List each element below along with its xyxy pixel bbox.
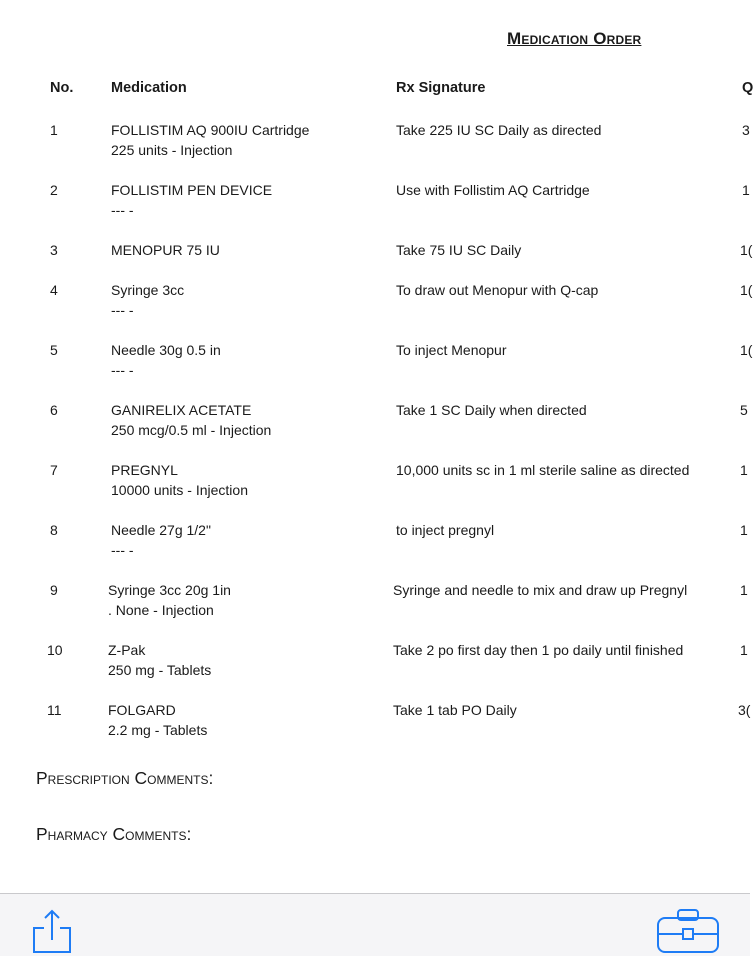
quantity: 3(	[738, 702, 751, 718]
quantity: 1	[740, 522, 748, 538]
quantity: 1(	[740, 242, 753, 258]
header-no: No.	[50, 80, 74, 96]
quantity: 1	[740, 642, 748, 658]
rx-signature: Take 75 IU SC Daily	[396, 242, 522, 258]
row-number: 3	[50, 242, 58, 258]
rx-signature: To inject Menopur	[396, 342, 507, 358]
medication-name: FOLLISTIM PEN DEVICE	[111, 182, 273, 198]
medication-detail: --- -	[111, 362, 134, 378]
row-number: 6	[50, 402, 58, 418]
row-number: 4	[50, 282, 58, 298]
share-icon[interactable]	[30, 908, 74, 959]
medication-detail: --- -	[111, 302, 134, 318]
rx-signature: Take 1 tab PO Daily	[393, 702, 517, 718]
medication-name: Needle 27g 1/2"	[111, 522, 211, 538]
header-medication: Medication	[111, 80, 187, 96]
row-number: 11	[47, 702, 62, 718]
row-number: 9	[50, 582, 58, 598]
document-title: Medication Order	[507, 29, 642, 48]
quantity: 1(	[740, 282, 753, 298]
pharmacy-comments-label: Pharmacy Comments:	[36, 824, 192, 844]
row-number: 8	[50, 522, 58, 538]
medication-name: PREGNYL	[111, 462, 178, 478]
medication-name: Z-Pak	[108, 642, 146, 658]
medication-detail: --- -	[111, 542, 134, 558]
medication-detail: --- -	[111, 202, 134, 218]
quantity: 3	[742, 122, 750, 138]
medication-detail: 250 mcg/0.5 ml - Injection	[111, 422, 272, 438]
rx-signature: Use with Follistim AQ Cartridge	[396, 182, 590, 198]
medication-detail: 2.2 mg - Tablets	[108, 722, 208, 738]
medication-detail: 250 mg - Tablets	[108, 662, 212, 678]
rx-signature: to inject pregnyl	[396, 522, 495, 538]
medication-name: FOLLISTIM AQ 900IU Cartridge	[111, 122, 310, 138]
medication-detail: 225 units - Injection	[111, 142, 233, 158]
rx-signature: Take 1 SC Daily when directed	[396, 402, 587, 418]
header-quantity: Q	[742, 80, 753, 96]
bottom-toolbar	[0, 893, 750, 956]
row-number: 2	[50, 182, 58, 198]
rx-signature: Take 2 po first day then 1 po daily until finished	[393, 642, 684, 658]
medication-detail: 10000 units - Injection	[111, 482, 248, 498]
rx-signature: Take 225 IU SC Daily as directed	[396, 122, 602, 138]
row-number: 7	[50, 462, 58, 478]
row-number: 10	[47, 642, 63, 658]
medication-detail: . None - Injection	[108, 602, 214, 618]
rx-signature: 10,000 units sc in 1 ml sterile saline as directed	[396, 462, 690, 478]
medication-name: GANIRELIX ACETATE	[111, 402, 252, 418]
row-number: 1	[50, 122, 58, 138]
medication-name: Syringe 3cc 20g 1in	[108, 582, 231, 598]
medication-name: FOLGARD	[108, 702, 176, 718]
rx-signature: Syringe and needle to mix and draw up Pregnyl	[393, 582, 688, 598]
medication-name: MENOPUR 75 IU	[111, 242, 220, 258]
quantity: 1(	[740, 342, 753, 358]
row-number: 5	[50, 342, 58, 358]
rx-signature: To draw out Menopur with Q-cap	[396, 282, 599, 298]
medication-name: Syringe 3cc	[111, 282, 185, 298]
quantity: 1	[740, 462, 748, 478]
medication-name: Needle 30g 0.5 in	[111, 342, 221, 358]
header-rx-signature: Rx Signature	[396, 80, 486, 96]
quantity: 1	[740, 582, 748, 598]
quantity: 1	[742, 182, 750, 198]
quantity: 5	[740, 402, 748, 418]
prescription-comments-label: Prescription Comments:	[36, 768, 214, 788]
toolbox-icon[interactable]	[656, 908, 720, 957]
